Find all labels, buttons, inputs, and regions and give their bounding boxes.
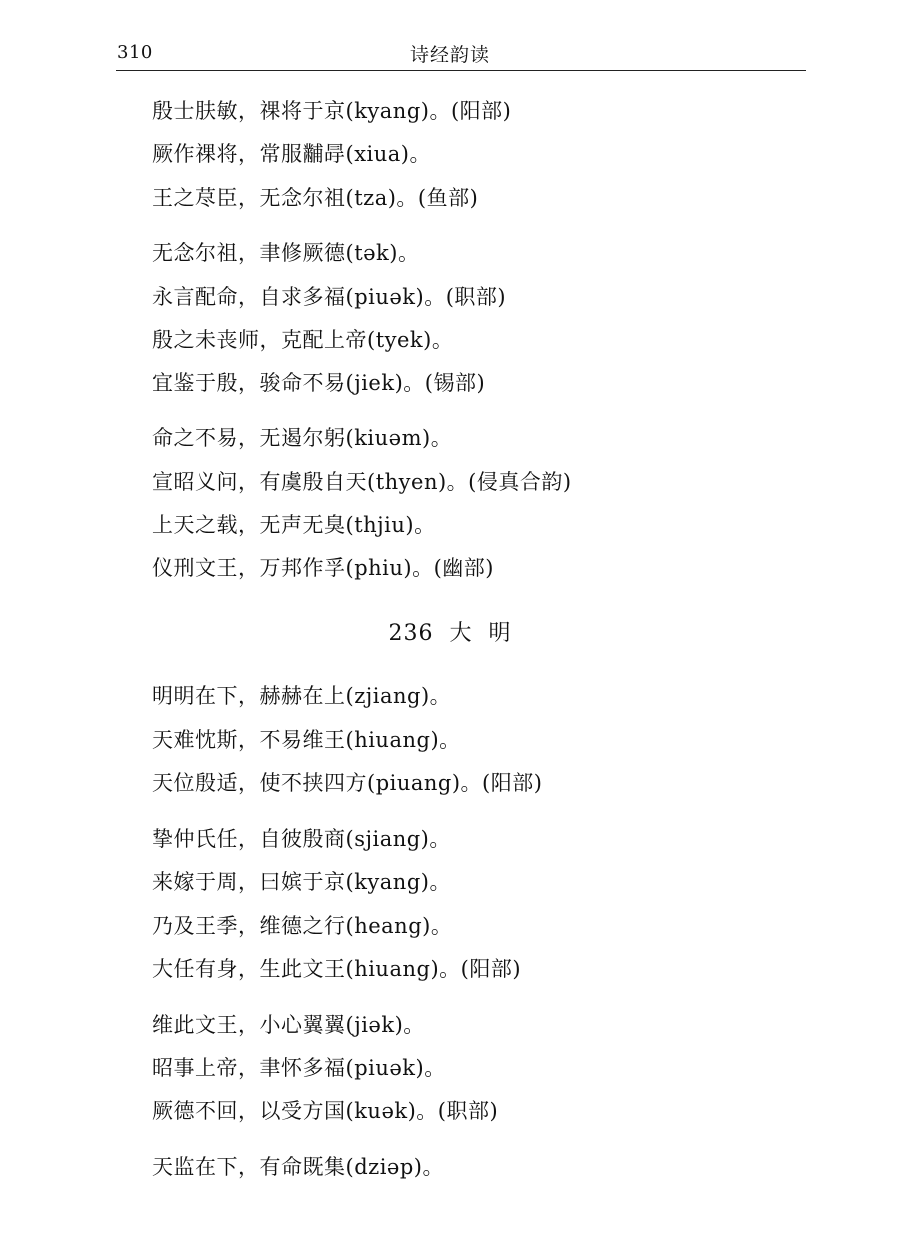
poem-line: 宣昭义问，有虞殷自天(thyen)。(侵真合韵): [152, 470, 572, 494]
poem-line: 上天之载，无声无臭(thjiu)。: [152, 513, 436, 537]
poem-line: 乃及王季，维德之行(heang)。: [152, 914, 453, 938]
poem-line: 天监在下，有命既集(dziəp)。: [152, 1155, 444, 1179]
poem-line: 宜鉴于殷，骏命不易(jiek)。(锡部): [152, 371, 486, 395]
page-number: 310: [117, 42, 153, 63]
poem-line: 命之不易，无遏尔躬(kiuəm)。: [152, 426, 453, 450]
poem-line: 维此文王，小心翼翼(jiək)。: [152, 1013, 425, 1037]
poem-line: 殷之未丧师，克配上帝(tyek)。: [152, 328, 454, 352]
poem-line: 仪刑文王，万邦作孚(phiu)。(幽部): [152, 556, 494, 580]
poem-line: 王之荩臣，无念尔祖(tza)。(鱼部): [152, 186, 479, 210]
poem-line: 无念尔祖，聿修厥德(tək)。: [152, 241, 420, 265]
poem-line: 明明在下，赫赫在上(zjiang)。: [152, 684, 452, 708]
poem-line: 厥作祼将，常服黼冔(xiua)。: [152, 142, 431, 166]
poem-line: 天位殷适，使不挟四方(piuang)。(阳部): [152, 771, 543, 795]
poem-line: 永言配命，自求多福(piuək)。(职部): [152, 285, 507, 309]
poem-line: 厥德不回，以受方国(kuək)。(职部): [152, 1099, 499, 1123]
poem-line: 来嫁于周，曰嫔于京(kyang)。: [152, 870, 451, 894]
poem-line: 天难忱斯，不易维王(hiuang)。: [152, 728, 461, 752]
running-title: 诗经韵读: [409, 44, 490, 66]
poem-line: 昭事上帝，聿怀多福(piuək)。: [152, 1056, 446, 1080]
header-divider: [116, 70, 806, 71]
poem-line: 挚仲氏任，自彼殷商(sjiang)。: [152, 827, 451, 851]
poem-line: 殷士肤敏，祼将于京(kyang)。(阳部): [152, 99, 512, 123]
poem-line: 大任有身，生此文王(hiuang)。(阳部): [152, 957, 522, 981]
section-heading: 236 大 明: [388, 621, 512, 646]
